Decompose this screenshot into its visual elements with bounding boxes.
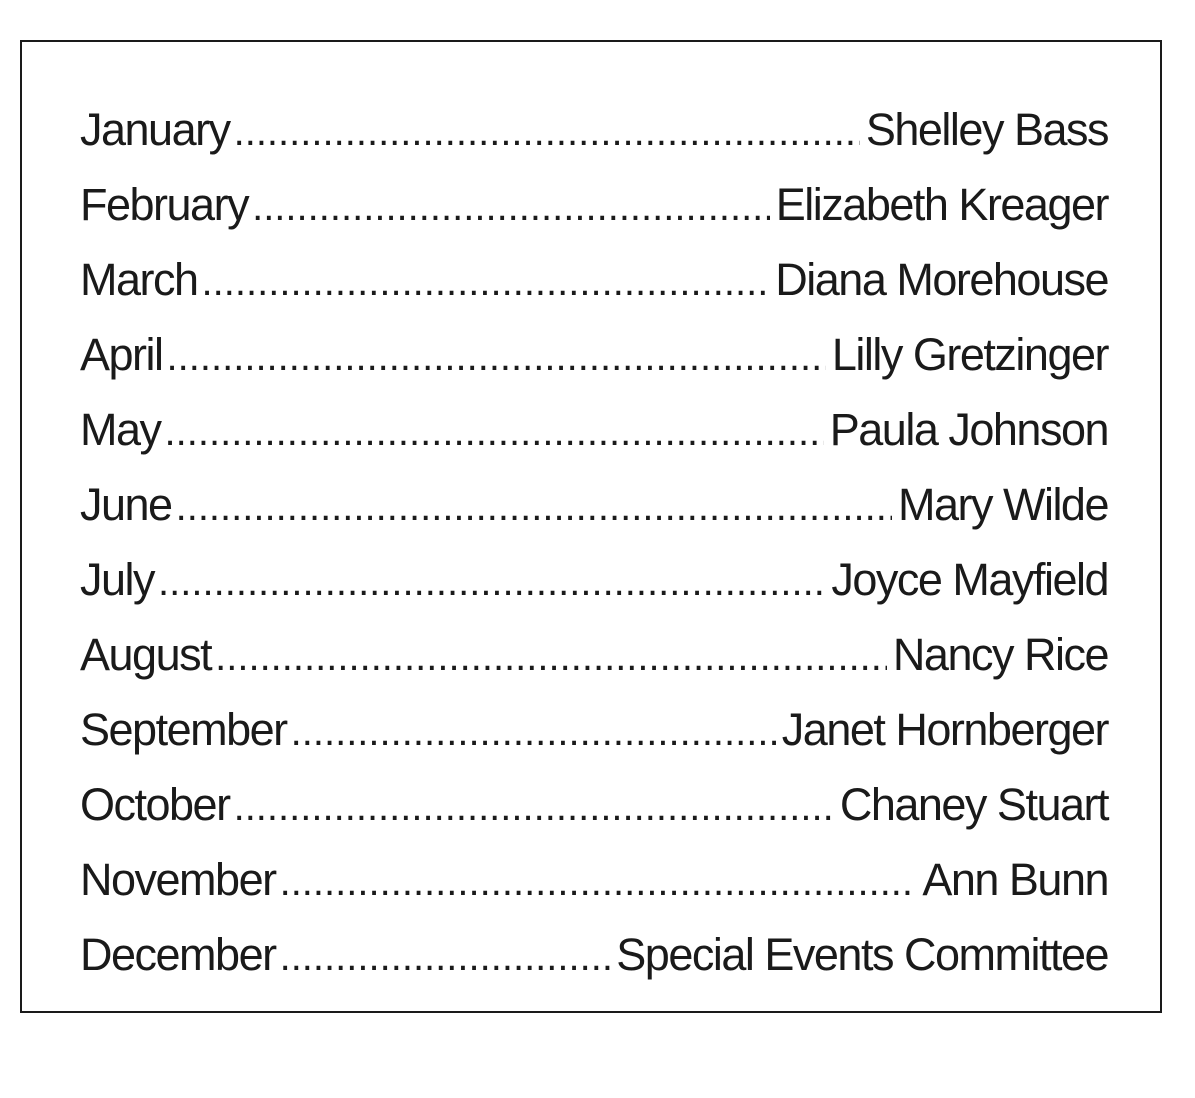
dot-leader — [158, 545, 825, 620]
host-name: Mary Wilde — [897, 479, 1108, 530]
host-name: Ann Bunn — [922, 854, 1108, 905]
month-label: May — [80, 404, 161, 455]
host-name: Diana Morehouse — [775, 254, 1108, 305]
dot-leader — [234, 95, 860, 170]
dot-leader — [215, 620, 887, 695]
host-name: Chaney Stuart — [839, 779, 1108, 830]
schedule-box — [20, 40, 1162, 1013]
host-name: Shelley Bass — [865, 104, 1108, 155]
schedule-row-april — [80, 317, 1108, 392]
host-name: Special Events Committee — [616, 929, 1108, 980]
dot-leader — [202, 245, 770, 320]
month-label: November — [80, 854, 276, 905]
month-label: January — [80, 104, 230, 155]
schedule-row-december — [80, 917, 1108, 992]
month-label: December — [80, 929, 276, 980]
host-name: Nancy Rice — [892, 629, 1108, 680]
dot-leader — [291, 695, 776, 770]
schedule-row-october — [80, 767, 1108, 842]
schedule-row-june — [80, 467, 1108, 542]
schedule-row-july — [80, 542, 1108, 617]
schedule-row-may — [80, 392, 1108, 467]
month-label: August — [80, 629, 212, 680]
month-label: February — [80, 179, 249, 230]
schedule-row-february — [80, 167, 1108, 242]
dot-leader — [234, 770, 834, 845]
dot-leader — [280, 845, 917, 920]
schedule-row-september — [80, 692, 1108, 767]
host-name: Joyce Mayfield — [831, 554, 1108, 605]
host-name: Janet Hornberger — [781, 704, 1108, 755]
dot-leader — [167, 320, 826, 395]
month-label: July — [80, 554, 155, 605]
month-label: October — [80, 779, 230, 830]
dot-leader — [165, 395, 824, 470]
dot-leader — [176, 470, 892, 545]
month-label: September — [80, 704, 287, 755]
month-label: March — [80, 254, 198, 305]
dot-leader — [252, 170, 770, 245]
schedule-row-january — [80, 92, 1108, 167]
dot-leader — [280, 920, 611, 995]
schedule-row-august — [80, 617, 1108, 692]
schedule-row-november — [80, 842, 1108, 917]
schedule-row-march — [80, 242, 1108, 317]
schedule-list — [80, 92, 1108, 992]
month-label: April — [80, 329, 163, 380]
host-name: Paula Johnson — [829, 404, 1108, 455]
host-name: Lilly Gretzinger — [831, 329, 1108, 380]
host-name: Elizabeth Kreager — [775, 179, 1108, 230]
month-label: June — [80, 479, 172, 530]
